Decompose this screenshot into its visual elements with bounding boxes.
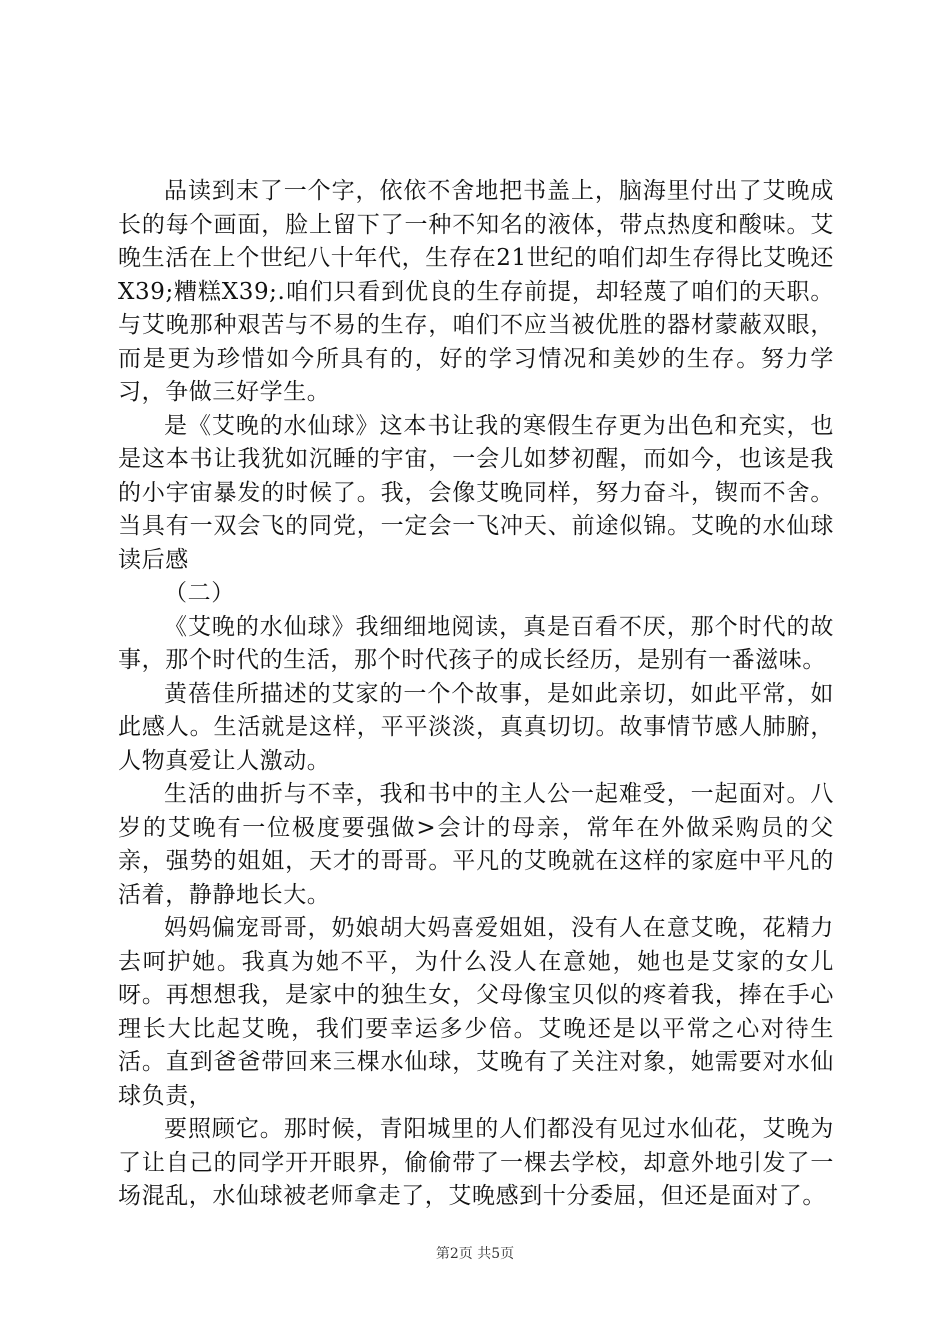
page-number-footer: 第2页 共5页 (435, 1246, 515, 1262)
paragraph: 《艾晚的水仙球》我细细地阅读，真是百看不厌，那个时代的故事，那个时代的生活，那个时代孩子的成长经历，是别有一番滋味。 (118, 613, 834, 673)
paragraph: 生活的曲折与不幸，我和书中的主人公一起难受，一起面对。八岁的艾晚有一位极度要强做>会计的母亲，常年在外做采购员的父亲，强势的姐姐，天才的哥哥。平凡的艾晚就在这样的家庭中平凡的活着，静静地长大。 (118, 781, 834, 908)
document-body (118, 175, 834, 1214)
paragraph: 是《艾晚的水仙球》这本书让我的寒假生存更为出色和充实，也是这本书让我犹如沉睡的宇宙，一会儿如梦初醒，而如今，也该是我的小宇宙暴发的时候了。我，会像艾晚同样，努力奋斗，锲而不舍。当具有一双会飞的同党，一定会一飞冲天、前途似锦。艾晚的水仙球读后感 (118, 412, 834, 573)
paragraph: 妈妈偏宠哥哥，奶娘胡大妈喜爱姐姐，没有人在意艾晚，花精力去呵护她。我真为她不平，为什么没人在意她，她也是艾家的女儿呀。再想想我，是家中的独生女，父母像宝贝似的疼着我，捧在手心理长大比起艾晚，我们要幸运多少倍。艾晚还是以平常之心对待生活。直到爸爸带回来三棵水仙球，艾晚有了关注对象，她需要对水仙球负责， (118, 915, 834, 1109)
paragraph: 要照顾它。那时候，青阳城里的人们都没有见过水仙花，艾晚为了让自己的同学开开眼界，偷偷带了一棵去学校，却意外地引发了一场混乱，水仙球被老师拿走了，艾晚感到十分委屈，但还是面对了。 (118, 1116, 834, 1209)
paragraph: 品读到末了一个字，依依不舍地把书盖上，脑海里付出了艾晚成长的每个画面，脸上留下了一种不知名的液体，带点热度和酸味。艾晚生活在上个世纪八十年代，生存在21世纪的咱们却生存得比艾晚还X39;糟糕X39;.咱们只看到优良的生存前提，却轻蔑了咱们的天职。与艾晚那种艰苦与不易的生存，咱们不应当被优胜的器材蒙蔽双眼，而是更为珍惜如今所具有的，好的学习情况和美妙的生存。努力学习，争做三好学生。 (118, 178, 834, 405)
section-heading: （二） (164, 580, 235, 606)
paragraph: 黄蓓佳所描述的艾家的一个个故事，是如此亲切，如此平常，如此感人。生活就是这样，平平淡淡，真真切切。故事情节感人肺腑，人物真爱让人激动。 (118, 680, 834, 774)
